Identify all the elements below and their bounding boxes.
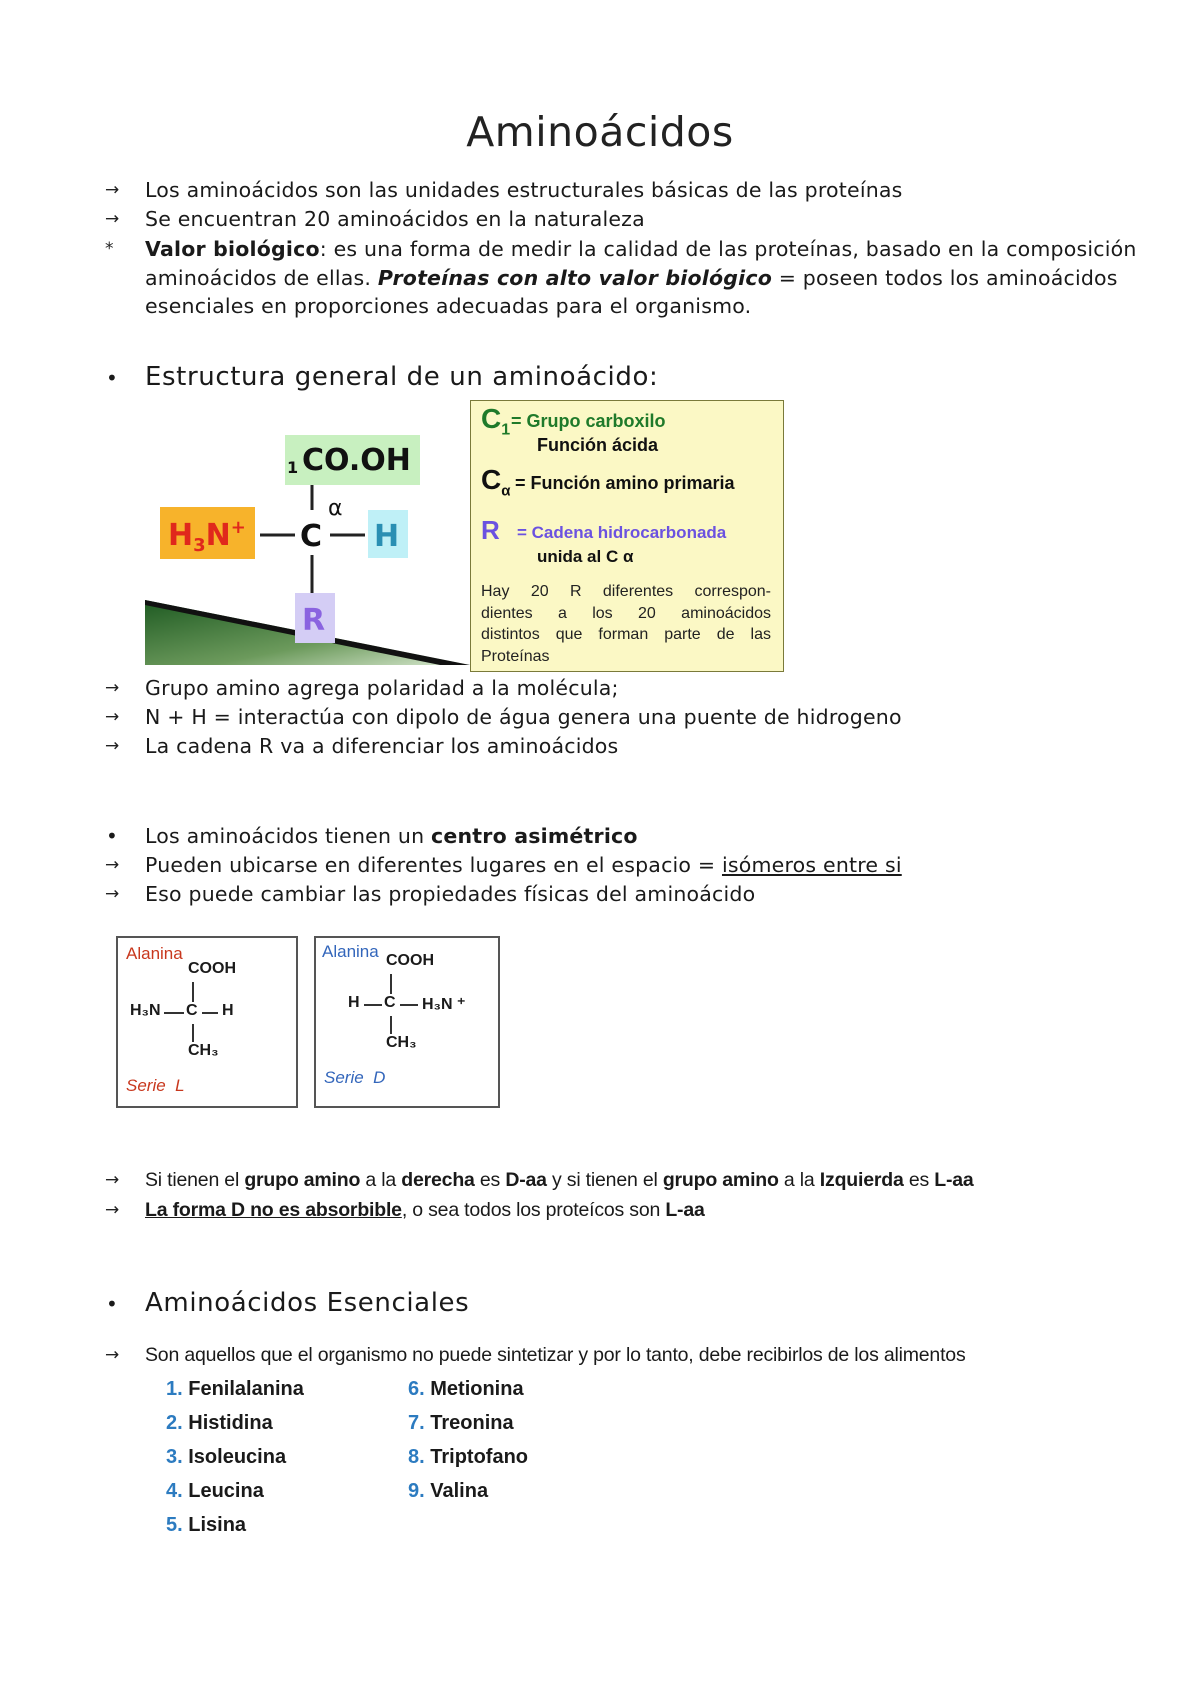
arrow-icon: →: [105, 1170, 120, 1190]
bond-line: [400, 1004, 418, 1006]
arrow-icon: →: [105, 855, 120, 875]
carboxyl-index: 1: [287, 458, 299, 477]
estructura-item: Grupo amino agrega polaridad a la molécula;: [145, 676, 619, 700]
legend-c1-sublabel: Función ácida: [537, 435, 659, 455]
estructura-item: La cadena R va a diferenciar los aminoácidos: [145, 734, 619, 758]
bond-line: [390, 974, 392, 994]
list-item: 2. Histidina: [166, 1412, 273, 1434]
alanina-d-carbon: C: [384, 994, 396, 1011]
esenciales-description: Son aquellos que el organismo no puede sintetizar y por lo tanto, debe recibirlos de los alimentos: [145, 1344, 966, 1366]
valor-line-3: esenciales en proporciones adecuadas para el organismo.: [145, 294, 752, 318]
carboxyl-label: CO.OH: [302, 443, 411, 478]
asimetrico-bullet: [145, 822, 638, 851]
valor-emphasis: Proteínas con alto valor biológico: [377, 266, 772, 290]
r-group-label: R: [302, 603, 326, 638]
legend-note-line: Hay 20 R diferentes correspon-: [481, 583, 771, 600]
alanina-d-box: [314, 936, 500, 1108]
bond-line: [202, 1012, 218, 1014]
alanina-l-bottom: CH₃: [188, 1042, 219, 1059]
section-heading-esenciales: Aminoácidos Esenciales: [145, 1288, 470, 1318]
alanina-l-left: H₃N: [130, 1002, 161, 1019]
alpha-carbon-label: C: [300, 519, 323, 554]
series-rule-1: Si tienen el grupo amino a la derecha es D-aa y si tienen el grupo amino a la Izquierda es L-aa: [145, 1169, 974, 1191]
alanina-d-bottom: CH₃: [386, 1034, 417, 1051]
alanina-l-series: Serie L: [126, 1076, 185, 1095]
bond-line: [192, 982, 194, 1002]
bullet-icon: •: [106, 1292, 118, 1316]
list-item: 6. Metionina: [408, 1378, 524, 1400]
legend-ca-label: = Función amino primaria: [515, 473, 735, 493]
alanina-l-carbon: C: [186, 1002, 198, 1019]
bond-line: [390, 1016, 392, 1034]
list-item: 9. Valina: [408, 1480, 489, 1502]
valor-text: aminoácidos de ellas.: [145, 266, 378, 290]
list-item: 1. Fenilalanina: [166, 1378, 304, 1400]
alanina-d-name: Alanina: [322, 942, 379, 961]
legend-ca-symbol: $C_\alpha$: [481, 464, 511, 500]
estructura-item: N + H = interactúa con dipolo de água genera una puente de hidrogeno: [145, 705, 902, 729]
valor-term: Valor biológico: [145, 237, 320, 261]
legend-note-line: Proteínas: [481, 647, 550, 665]
legend-note-line: dientes a los 20 aminoácidos: [481, 604, 771, 622]
asimetrico-text: Pueden ubicarse en diferentes lugares en el espacio =: [145, 853, 722, 877]
alanina-d-top: COOH: [386, 952, 434, 969]
legend-c1-symbol: $C_1$: [481, 403, 511, 439]
list-item: 3. Isoleucina: [166, 1446, 287, 1468]
bond-line: [164, 1012, 184, 1014]
isomeros-link[interactable]: isómeros entre si: [721, 853, 902, 877]
page-title: Aminoácidos: [466, 108, 734, 156]
section-heading-estructura: Estructura general de un aminoácido:: [145, 362, 659, 392]
amino-acid-structure-diagram: [140, 395, 475, 670]
list-item: 4. Leucina: [166, 1480, 264, 1502]
alanina-l-box: [116, 936, 298, 1108]
structure-legend-panel: [470, 400, 784, 672]
arrow-icon: →: [105, 180, 120, 200]
intro-item: Se encuentran 20 aminoácidos en la naturaleza: [145, 207, 645, 231]
valor-text: : es una forma de medir la calidad de las proteínas, basado en la composición: [319, 237, 1137, 261]
valor-line-1: [145, 235, 1137, 264]
alanina-d-series: Serie D: [324, 1068, 386, 1087]
asimetrico-bold: centro asimétrico: [431, 824, 638, 848]
alanina-l-right: H: [222, 1002, 234, 1019]
list-item: 5. Lisina: [166, 1514, 247, 1536]
arrow-icon: →: [105, 678, 120, 698]
bullet-icon: •: [106, 824, 118, 848]
legend-r-label: = Cadena hidrocarbonada: [517, 523, 727, 542]
arrow-icon: →: [105, 736, 120, 756]
legend-note-line: distintos que forman parte de las: [481, 626, 771, 643]
forma-d-link[interactable]: La forma D no es absorbible: [145, 1199, 402, 1221]
bond-line: [192, 1024, 194, 1042]
list-item: 7. Treonina: [408, 1412, 514, 1434]
bullet-icon: •: [106, 366, 118, 390]
amino-label: $H_3N^+$: [168, 517, 246, 556]
arrow-icon: →: [105, 1345, 120, 1365]
series-rule-2: La forma D no es absorbible, o sea todos los proteícos son L-aa: [145, 1199, 705, 1221]
alanina-l-top: COOH: [188, 960, 236, 977]
valor-line-2: [145, 264, 1118, 293]
asterisk-icon: *: [105, 239, 114, 259]
alpha-symbol: α: [328, 496, 343, 521]
alanina-d-left: H: [348, 994, 360, 1011]
legend-c1-label: = Grupo carboxilo: [511, 411, 666, 431]
hydrogen-label: H: [374, 519, 400, 554]
intro-item: Los aminoácidos son las unidades estructurales básicas de las proteínas: [145, 178, 903, 202]
legend-r-sublabel: unida al C α: [537, 547, 634, 566]
asimetrico-item: Eso puede cambiar las propiedades físicas del aminoácido: [145, 882, 756, 906]
alanina-l-name: Alanina: [126, 944, 183, 963]
asimetrico-item: [145, 851, 902, 880]
alanina-d-right: H₃N ⁺: [422, 996, 466, 1013]
asimetrico-text: Los aminoácidos tienen un: [145, 824, 432, 848]
bond-line: [364, 1004, 382, 1006]
arrow-icon: →: [105, 1200, 120, 1220]
legend-r-symbol: R: [481, 515, 500, 545]
list-item: 8. Triptofano: [408, 1446, 529, 1468]
arrow-icon: →: [105, 884, 120, 904]
arrow-icon: →: [105, 707, 120, 727]
valor-text: = poseen todos los aminoácidos: [772, 266, 1118, 290]
arrow-icon: →: [105, 209, 120, 229]
legend-note: [481, 581, 771, 667]
